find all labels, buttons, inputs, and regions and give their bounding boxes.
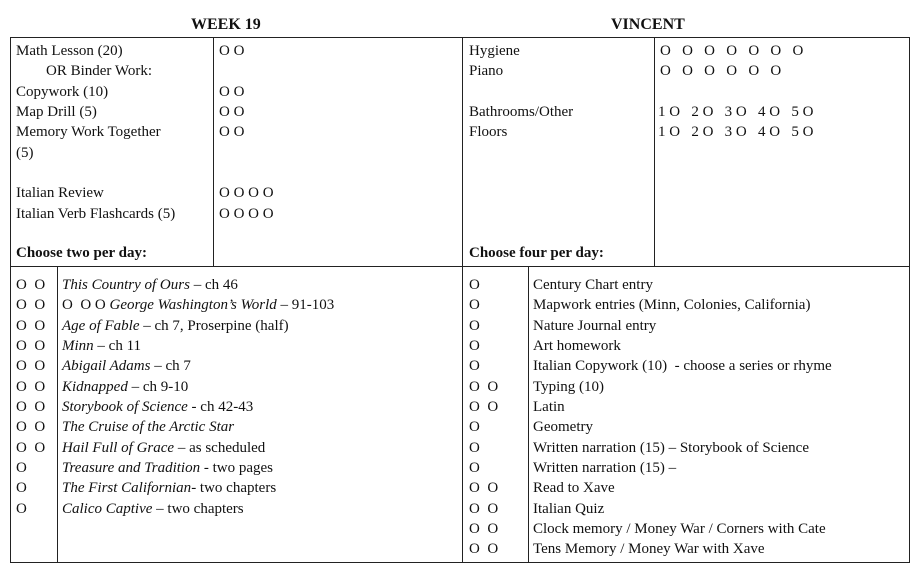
activity-label: Italian Quiz (533, 501, 605, 517)
reading-checkboxes[interactable]: O O (16, 318, 46, 334)
week-title: WEEK 19 (191, 16, 261, 33)
reading-checkboxes[interactable]: O (16, 460, 27, 476)
activity-checkboxes[interactable]: O O (469, 379, 499, 395)
chore-label: Piano (469, 63, 504, 79)
activity-checkboxes[interactable]: O O (469, 521, 499, 537)
reading-assignment: – 91-103 (276, 297, 335, 313)
reading-assignment: – ch 7 (150, 358, 191, 374)
task-checkboxes[interactable]: O O (219, 104, 245, 120)
divider-left-top (213, 37, 214, 266)
reading-checkboxes[interactable]: O O (16, 440, 46, 456)
reading-assignment: – ch 7, Proserpine (half) (139, 318, 289, 334)
activity-label: Clock memory / Money War / Corners with Cate (533, 521, 826, 537)
chore-checkboxes[interactable]: 1 O 2 O 3 O 4 O 5 O (658, 124, 814, 140)
reading-extra-checkboxes[interactable]: O O O (62, 297, 110, 313)
divider-right-bottom (528, 266, 529, 563)
reading-assignment: - two chapters (191, 480, 277, 496)
activity-label: Written narration (15) – (533, 460, 677, 476)
book-title: Abigail Adams (62, 358, 151, 374)
book-title: Minn (62, 338, 94, 354)
reading-item (62, 499, 244, 519)
activity-label: Typing (10) (533, 379, 605, 395)
task-checkboxes[interactable]: O O (219, 43, 245, 59)
task-label: Math Lesson (20) (16, 43, 123, 59)
chore-label: Floors (469, 124, 508, 140)
activity-checkboxes[interactable]: O (469, 277, 480, 293)
reading-checkboxes[interactable]: O O (16, 419, 46, 435)
task-label: (5) (16, 145, 34, 161)
activity-checkboxes[interactable]: O (469, 440, 480, 456)
activity-label: Tens Memory / Money War with Xave (533, 541, 765, 557)
book-title: Hail Full of Grace (62, 440, 175, 456)
chore-label: Bathrooms/Other (469, 104, 574, 120)
activity-label: Italian Copywork (10) - choose a series or rhyme (533, 358, 832, 374)
choose-heading: Choose two per day: (16, 245, 147, 261)
task-label: Italian Verb Flashcards (5) (16, 206, 176, 222)
task-label: Map Drill (5) (16, 104, 97, 120)
activity-checkboxes[interactable]: O (469, 318, 480, 334)
activity-checkboxes[interactable]: O (469, 460, 480, 476)
activity-checkboxes[interactable]: O (469, 338, 480, 354)
reading-checkboxes[interactable]: O O (16, 379, 46, 395)
reading-checkboxes[interactable]: O (16, 480, 27, 496)
activity-label: Mapwork entries (Minn, Colonies, California) (533, 297, 811, 313)
reading-item (62, 397, 253, 417)
student-name: VINCENT (611, 16, 685, 33)
task-checkboxes[interactable]: O O (219, 84, 245, 100)
reading-item (62, 295, 334, 315)
activity-checkboxes[interactable]: O O (469, 399, 499, 415)
activity-label: Read to Xave (533, 480, 615, 496)
divider-middle (10, 266, 910, 267)
reading-checkboxes[interactable]: O O (16, 277, 46, 293)
reading-checkboxes[interactable]: O O (16, 358, 46, 374)
book-title: The Cruise of the Arctic Star (62, 419, 235, 435)
activity-checkboxes[interactable]: O O (469, 541, 499, 557)
divider-left-bottom (57, 266, 58, 563)
activity-checkboxes[interactable]: O (469, 358, 480, 374)
book-title: Treasure and Tradition (62, 460, 201, 476)
divider-center (462, 37, 463, 563)
task-label: Copywork (10) (16, 84, 109, 100)
reading-assignment: - two pages (200, 460, 273, 476)
book-title: George Washington’s World (109, 297, 277, 313)
chore-label: Hygiene (469, 43, 520, 59)
book-title: This Country of Ours (62, 277, 190, 293)
reading-assignment: – ch 9-10 (127, 379, 189, 395)
divider-right-top (654, 37, 655, 266)
book-title: Calico Captive (62, 501, 153, 517)
activity-label: Geometry (533, 419, 593, 435)
activity-checkboxes[interactable]: O (469, 297, 480, 313)
task-checkboxes[interactable]: O O O O (219, 185, 274, 201)
chore-checkboxes[interactable]: O O O O O O (660, 63, 782, 79)
reading-item (62, 336, 141, 356)
choose-heading: Choose four per day: (469, 245, 604, 261)
activity-checkboxes[interactable]: O O (469, 480, 499, 496)
reading-checkboxes[interactable]: O O (16, 297, 46, 313)
book-title: Kidnapped (62, 379, 128, 395)
reading-assignment: – ch 46 (189, 277, 238, 293)
activity-label: Nature Journal entry (533, 318, 657, 334)
reading-assignment: – ch 11 (93, 338, 142, 354)
reading-item (62, 275, 238, 295)
reading-item (62, 458, 273, 478)
book-title: Storybook of Science (62, 399, 188, 415)
reading-item (62, 356, 191, 376)
activity-checkboxes[interactable]: O O (469, 501, 499, 517)
task-label: Italian Review (16, 185, 104, 201)
reading-checkboxes[interactable]: O (16, 501, 27, 517)
activity-label: Latin (533, 399, 565, 415)
activity-label: Written narration (15) – Storybook of Science (533, 440, 809, 456)
task-checkboxes[interactable]: O O (219, 124, 245, 140)
task-label: Memory Work Together (16, 124, 161, 140)
chore-checkboxes[interactable]: 1 O 2 O 3 O 4 O 5 O (658, 104, 814, 120)
book-title: Age of Fable (62, 318, 140, 334)
book-title: The First Californian (62, 480, 192, 496)
activity-label: Art homework (533, 338, 621, 354)
reading-assignment: – two chapters (152, 501, 244, 517)
task-checkboxes[interactable]: O O O O (219, 206, 274, 222)
reading-item (62, 316, 289, 336)
reading-checkboxes[interactable]: O O (16, 338, 46, 354)
reading-item (62, 478, 276, 498)
reading-item (62, 377, 188, 397)
activity-label: Century Chart entry (533, 277, 653, 293)
reading-item (62, 417, 234, 437)
reading-assignment: – as scheduled (174, 440, 266, 456)
reading-assignment: - ch 42-43 (187, 399, 254, 415)
task-label: OR Binder Work: (46, 63, 153, 79)
chore-checkboxes[interactable]: O O O O O O O (660, 43, 804, 59)
reading-item (62, 438, 265, 458)
activity-checkboxes[interactable]: O (469, 419, 480, 435)
reading-checkboxes[interactable]: O O (16, 399, 46, 415)
